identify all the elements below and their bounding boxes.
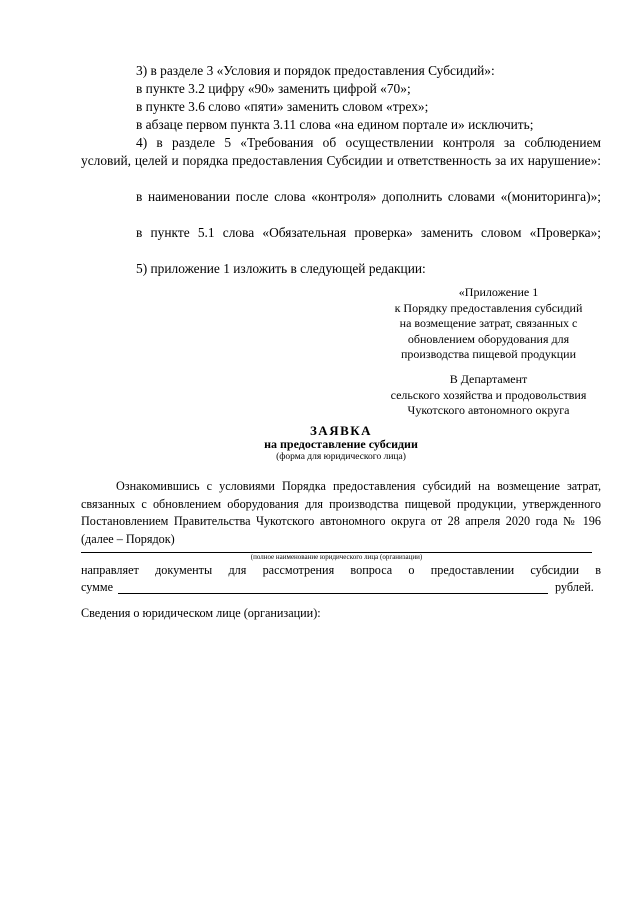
annex-line-3: на возмещение затрат, связанных с: [399, 316, 578, 330]
sum-line: [118, 593, 548, 594]
addressee-line-2: сельского хозяйства и продовольствия: [390, 387, 587, 402]
amend-3-2: в пункте 3.2 цифру «90» заменить цифрой «70»;: [136, 81, 411, 96]
annex-line-1: «Приложение 1: [458, 285, 539, 299]
annex-line-2: к Порядку предоставления субсидий: [394, 300, 583, 315]
form-intro: Ознакомившись с условиями Порядка предоставления субсидий на возмещение затрат, связанных с обновлением оборудования для производства пищевой продукции, утвержденного Постановлением Правительства Чукотского автономного округа от 28 апреля 2020 года № 196 (далее – Порядок): [81, 479, 601, 546]
addressee-line-3: Чукотского автономного округа: [407, 403, 570, 417]
amend-3-11: в абзаце первом пункта 3.11 слова «на едином портале и» исключить;: [136, 117, 534, 132]
form-sends: направляет документы для рассмотрения вопроса о предоставлении субсидии в: [81, 563, 601, 577]
addressee-line-1: В Департамент: [449, 372, 528, 386]
amend-3-6: в пункте 3.6 слово «пяти» заменить словом «трех»;: [136, 99, 429, 114]
amend-annex: 5) приложение 1 изложить в следующей редакции:: [136, 261, 426, 276]
form-note: (форма для юридического лица): [276, 452, 406, 462]
sum-label: сумме: [81, 580, 114, 594]
amend-5-1: в пункте 5.1 слова «Обязательная проверка» заменить словом «Проверка»;: [136, 225, 601, 240]
amend-section5: 4) в разделе 5 «Требования об осуществлении контроля за соблюдением условий, целей и порядка предоставления Субсидии и ответственность за их нарушение»:: [81, 135, 601, 168]
annex-line-4: обновлением оборудования для: [407, 331, 570, 346]
form-title: ЗАЯВКА: [309, 423, 373, 438]
sum-currency: рублей.: [555, 580, 594, 594]
annex-header: [376, 285, 601, 363]
org-name-caption: (полное наименование юридического лица (организации): [250, 553, 423, 561]
org-info-heading: Сведения о юридическом лице (организации):: [81, 606, 321, 620]
form-subtitle: на предоставление субсидии: [264, 437, 418, 451]
amend-section3: 3) в разделе 3 «Условия и порядок предоставления Субсидий»:: [136, 63, 495, 78]
annex-line-5: производства пищевой продукции: [400, 347, 577, 361]
addressee-block: [376, 372, 601, 419]
amend-monitoring: в наименовании после слова «контроля» дополнить словами «(мониторинга)»;: [136, 189, 601, 204]
